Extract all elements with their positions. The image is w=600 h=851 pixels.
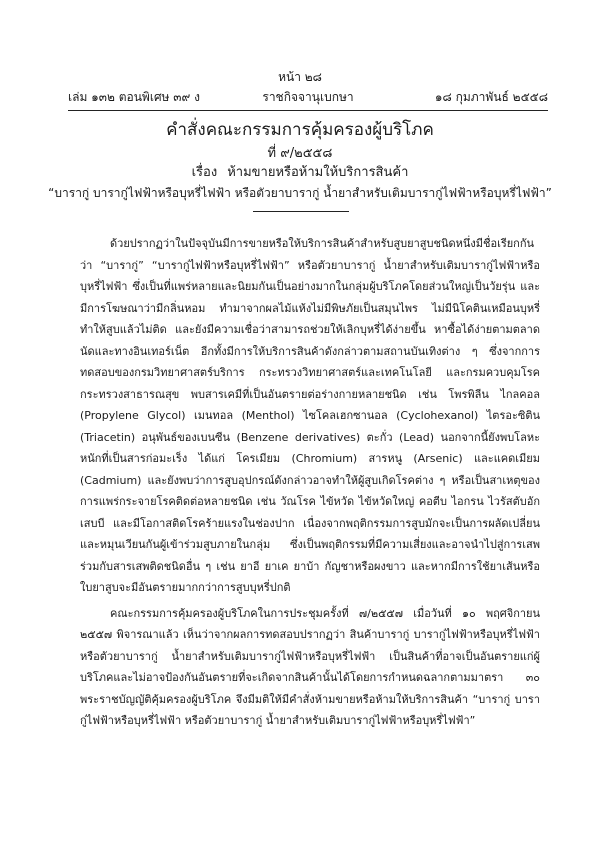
order-subject	[0, 165, 600, 181]
title-divider	[253, 211, 349, 212]
order-title: คำสั่งคณะกรรมการคุ้มครองผู้บริโภค	[166, 120, 434, 140]
volume-issue: เล่ม ๑๓๒ ตอนพิเศษ ๓๙ ง	[68, 90, 200, 104]
subject-label: เรื่อง	[191, 165, 218, 180]
subject-text: ห้ามขายหรือห้ามให้บริการสินค้า	[227, 165, 409, 180]
order-number: ที่ ๙/๒๕๕๘	[267, 146, 333, 161]
page-number: หน้า ๒๘	[278, 70, 322, 84]
header-divider	[68, 110, 548, 111]
publication-date: ๑๘ กุมภาพันธ์ ๒๕๕๘	[434, 90, 548, 104]
body-paragraph-1: ด้วยปรากฏว่าในปัจจุบันมีการขายหรือให้บริการสินค้าสำหรับสูบยาสูบชนิดหนึ่งมีชื่อเรียกกันว่า “บารากู่” “บารากู่ไฟฟ้าหรือบุหรี่ไฟฟ้า” หรือตัวยาบารากู่ น้ำยาสำหรับเติมบารากู่ไฟฟ้าหรือบุหรี่ไฟฟ้า ซึ่งเป็นที่แพร่หลายและนิยมกันเป็นอย่างมากในกลุ่มผู้บริโภคโดยส่วนใหญ่เป็นวัยรุ่น และมีการโฆษณาว่ามีกลิ่นหอม ทำมาจากผลไม้แห้งไม่มีพิษภัยเป็นสมุนไพร ไม่มีนิโคตินเหมือนบุหรี่ทำให้สูบแล้วไม่ติด และยังมีความเชื่อว่าสามารถช่วยให้เลิกบุหรี่ได้ง่ายขึ้น หาซื้อได้ง่ายตามตลาดนัดและทางอินเทอร์เน็ต อีกทั้งมีการให้บริการสินค้าดังกล่าวตามสถานบันเทิงต่าง ๆ ซึ่งจากการทดสอบของกรมวิทยาศาสตร์บริการ กระทรวงวิทยาศาสตร์และเทคโนโลยี และกรมควบคุมโรค กระทรวงสาธารณสุข พบสารเคมีที่เป็นอันตรายต่อร่างกายหลายชนิด เช่น โพรพิลีน ไกลคอล (Propylene Glycol) เมนทอล (Menthol) ไซโคลเฮกซานอล (Cyclohexanol) ไตรอะซิติน (Triacetin) อนุพันธ์ของเบนซีน (Benzene derivatives) ตะกั่ว (Lead) นอกจากนี้ยังพบโลหะหนักที่เป็นสารก่อมะเร็ง ได้แก่ โครเมียม (Chromium) สารหนู (Arsenic) และแคดเมียม (Cadmium) และยังพบว่าการสูบอุปกรณ์ดังกล่าวอาจทำให้ผู้สูบเกิดโรคต่าง ๆ หรือเป็นสาเหตุของการแพร่กระจายโรคติดต่อหลายชนิด เช่น วัณโรค ไข้หวัด ไข้หวัดใหญ่ คอตีบ ไอกรน ไวรัสตับอักเสบบี และมีโอกาสติดโรคร้ายแรงในช่องปาก เนื่องจากพฤติกรรมการสูบมักจะเป็นการผลัดเปลี่ยนและหมุนเวียนกันผู้เข้าร่วมสูบภายในกลุ่ม ซึ่งเป็นพฤติกรรมที่มีความเสี่ยงและอาจนำไปสู่การเสพร่วมกับสารเสพติดชนิดอื่น ๆ เช่น ยาอี ยาเค ยาบ้า กัญชาหรือผงขาว และหากมีการใช้ยาเส้นหรือใบยาสูบจะมีอันตรายมากกว่าการสูบบุหรี่ปกติ	[80, 237, 540, 594]
order-body	[80, 233, 540, 732]
body-paragraph-2: คณะกรรมการคุ้มครองผู้บริโภคในการประชุมครั้งที่ ๗/๒๕๕๗ เมื่อวันที่ ๑๐ พฤศจิกายน ๒๕๕๗ พิจารณาแล้ว เห็นว่าจากผลการทดสอบปรากฏว่า สินค้าบารากู่ บารากู่ไฟฟ้าหรือบุหรี่ไฟฟ้า หรือตัวยาบารากู่ น้ำยาสำหรับเติมบารากู่ไฟฟ้าหรือบุหรี่ไฟฟ้า เป็นสินค้าที่อาจเป็นอันตรายแก่ผู้บริโภคและไม่อาจป้องกันอันตรายที่จะเกิดจากสินค้านั้นได้โดยการกำหนดฉลากตามมาตรา ๓๐ พระราชบัญญัติคุ้มครองผู้บริโภค จึงมีมติให้มีคำสั่งห้ามขายหรือห้ามให้บริการสินค้า “บารากู่ บารากู่ไฟฟ้าหรือบุหรี่ไฟฟ้า หรือตัวยาบารากู่ น้ำยาสำหรับเติมบารากู่ไฟฟ้าหรือบุหรี่ไฟฟ้า”	[80, 606, 540, 727]
subject-detail: “บารากู่ บารากู่ไฟฟ้าหรือบุหรี่ไฟฟ้า หรือตัวยาบารากู่ น้ำยาสำหรับเติมบารากู่ไฟฟ้าหรือบุหรี่ไฟฟ้า”	[48, 186, 552, 200]
publication-name: ราชกิจจานุเบกษา	[262, 90, 354, 104]
